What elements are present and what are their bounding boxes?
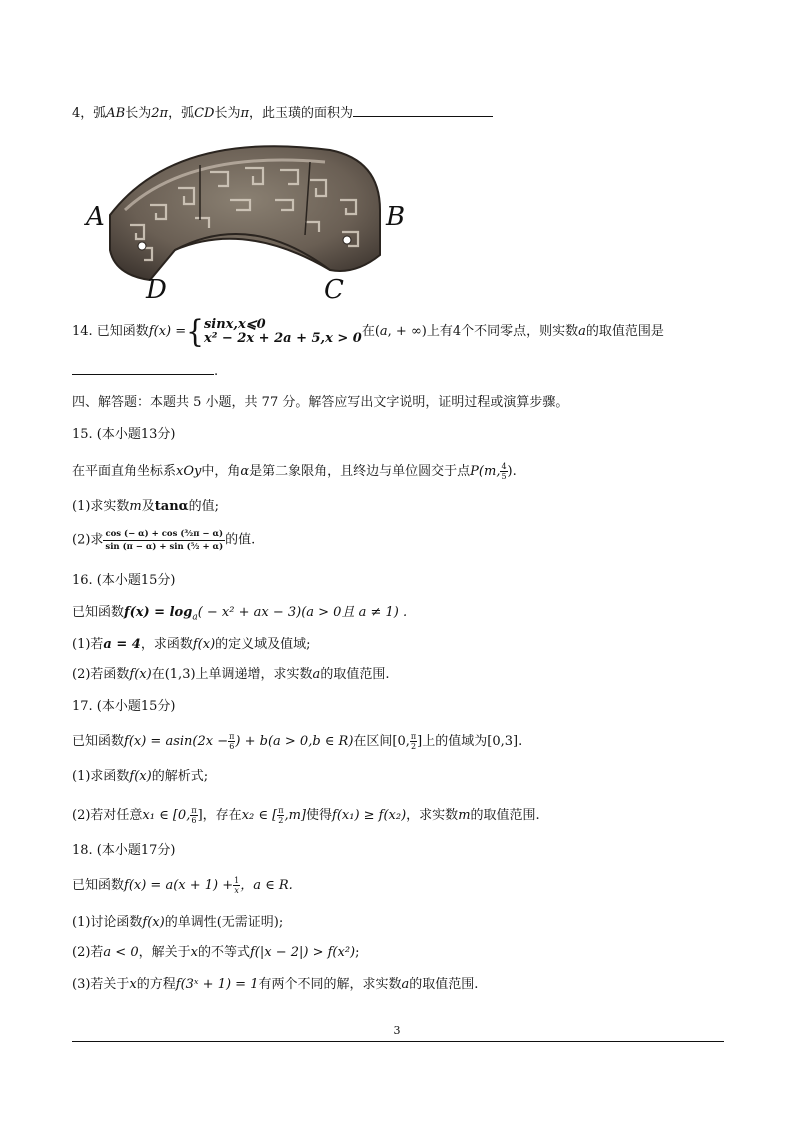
q18-part2 xyxy=(72,944,360,962)
q14-answer-line xyxy=(72,362,218,381)
fraction xyxy=(500,462,507,481)
arc-ab: AB xyxy=(106,106,126,121)
text: , + ∞)上有4个不同零点，则实数 xyxy=(387,324,579,339)
math: f(3ˣ + 1) = 1 xyxy=(175,977,259,992)
text: ，存在 xyxy=(202,808,242,823)
text: 的取值范围是 xyxy=(585,324,664,339)
q15-part2 xyxy=(72,528,255,553)
case-1: sinx,x⩽0 xyxy=(203,317,266,332)
math: a < 0 xyxy=(103,945,139,960)
label-c: C xyxy=(324,275,344,305)
q15-stem xyxy=(72,462,517,481)
text: (2)若 xyxy=(72,945,104,960)
q16-part2 xyxy=(72,666,389,684)
answer-blank[interactable] xyxy=(353,104,493,117)
denominator: x xyxy=(234,886,239,895)
q18-head: 18. (本小题17分) xyxy=(72,843,176,858)
page-number: 3 xyxy=(393,1024,401,1037)
numerator: 1 xyxy=(234,876,240,885)
denominator: 6 xyxy=(191,816,197,825)
text: 的值. xyxy=(225,532,256,548)
label-d: D xyxy=(146,275,167,305)
text: 的方程 xyxy=(136,977,176,992)
text: (1)求函数 xyxy=(72,769,130,784)
math: x xyxy=(129,977,137,992)
q15-part1 xyxy=(72,498,219,516)
math: ] xyxy=(197,808,203,823)
q16-part1 xyxy=(72,636,311,654)
text: . xyxy=(518,734,523,749)
math: xOy xyxy=(176,464,202,479)
text: 在区间 xyxy=(353,734,393,749)
text: 已知函数 xyxy=(72,878,125,893)
text: 的值; xyxy=(188,499,220,514)
math: a xyxy=(379,324,388,339)
numerator: π xyxy=(410,732,417,741)
math: a = 4 xyxy=(103,637,141,652)
q18-stem xyxy=(72,876,293,895)
math: f(x) = log xyxy=(124,605,193,620)
numerator: cos (− α) + cos (³⁄₂π − α) xyxy=(103,528,225,541)
math: f(x₁) ≥ f(x₂) xyxy=(332,808,407,823)
text: ，解关于 xyxy=(138,945,191,960)
piecewise xyxy=(204,318,362,346)
text: (1)求实数 xyxy=(72,499,130,514)
numerator: π xyxy=(278,806,284,815)
jade-pendant-figure xyxy=(80,140,420,310)
math: f(|x − 2|) > f(x²) xyxy=(249,945,356,960)
denominator: 5 xyxy=(501,472,507,481)
math: a xyxy=(312,667,321,682)
text: 有两个不同的解，求实数 xyxy=(258,977,402,992)
math: a xyxy=(578,324,586,339)
q18-part1 xyxy=(72,914,283,932)
text: (2)若函数 xyxy=(72,667,130,682)
q14-stem xyxy=(72,313,664,350)
math: α xyxy=(240,464,250,479)
math: f(x) xyxy=(129,769,152,784)
value: π xyxy=(240,106,250,121)
section-heading: 四、解答题：本题共 5 小题，共 77 分。解答应写出文字说明，证明过程或演算步骤。 xyxy=(72,395,569,410)
text: 的解析式; xyxy=(151,769,209,784)
label-a: A xyxy=(86,202,105,232)
fraction xyxy=(190,806,197,825)
numerator: π xyxy=(191,806,197,815)
math: x₁ ∈ [0, xyxy=(142,808,191,823)
text: 上的值域为 xyxy=(422,734,488,749)
q17-head: 17. (本小题15分) xyxy=(72,699,176,714)
math: f(x) = asin(2x − xyxy=(124,734,229,749)
text: 长为 xyxy=(125,106,152,121)
text: 在( xyxy=(361,324,380,339)
math: ,m] xyxy=(284,808,306,823)
footer-rule xyxy=(72,1041,724,1042)
text: 的取值范围. xyxy=(470,808,540,823)
math: ，a ∈ R. xyxy=(240,878,293,893)
text: 的不等式 xyxy=(197,945,250,960)
math: x xyxy=(190,945,198,960)
text: 长为 xyxy=(214,106,241,121)
math: ( − x² + ax − 3)(a > 0且 a ≠ 1) . xyxy=(197,605,408,620)
q15-head: 15. (本小题13分) xyxy=(72,427,176,442)
math: [0,3] xyxy=(487,734,519,749)
text: 的定义域及值域; xyxy=(215,637,311,652)
label-b: B xyxy=(386,202,406,232)
text: ; xyxy=(355,945,360,960)
text: 在(1,3)上单调递增，求实数 xyxy=(151,667,313,682)
numerator: π xyxy=(229,732,235,741)
arc-cd: CD xyxy=(194,106,215,121)
denominator: 2 xyxy=(410,742,417,751)
text: 在平面直角坐标系 xyxy=(72,464,177,479)
numerator: 4 xyxy=(501,462,507,471)
math: tanα xyxy=(154,499,189,514)
text: ，弧 xyxy=(168,106,195,121)
fraction xyxy=(103,528,225,553)
q16-stem xyxy=(72,604,407,627)
math: f(x) = xyxy=(148,324,187,339)
denominator: 2 xyxy=(278,816,284,825)
text: 已知函数 xyxy=(72,605,125,620)
math: a xyxy=(401,977,410,992)
text: 4，弧 xyxy=(72,106,107,121)
text: ，求函数 xyxy=(140,637,193,652)
q17-stem xyxy=(72,732,522,751)
math: P(m, xyxy=(470,464,501,479)
text: 是第二象限角，且终边与单位圆交于点 xyxy=(249,464,471,479)
answer-blank[interactable] xyxy=(72,362,214,375)
text: 的取值范围. xyxy=(409,977,479,992)
math: ) + b(a > 0,b ∈ R) xyxy=(235,734,354,749)
denominator: sin (π − α) + sin (⁵⁄₂ + α) xyxy=(105,542,224,552)
q13-tail xyxy=(72,104,493,123)
denominator: 6 xyxy=(229,742,235,751)
text: (2)若对任意 xyxy=(72,808,143,823)
text: ，求实数 xyxy=(406,808,459,823)
math: m xyxy=(129,499,142,514)
text: 及 xyxy=(141,499,155,514)
text: 使得 xyxy=(306,808,333,823)
text: 已知函数 xyxy=(72,734,125,749)
text: 的取值范围. xyxy=(320,667,390,682)
question-number: 14. 已知函数 xyxy=(72,324,149,339)
math: f(x) xyxy=(129,667,152,682)
text: . xyxy=(214,364,219,379)
q16-head: 16. (本小题15分) xyxy=(72,573,176,588)
math: x₂ ∈ [ xyxy=(241,808,278,823)
case-2: x² − 2x + 2a + 5,x > 0 xyxy=(203,331,362,346)
value: 2π xyxy=(151,106,169,121)
text: (3)若关于 xyxy=(72,977,130,992)
text: ). xyxy=(507,464,517,479)
text: 中，角 xyxy=(201,464,241,479)
math: [0, xyxy=(392,734,410,749)
text: ，此玉璜的面积为 xyxy=(249,106,354,121)
math: a xyxy=(192,612,198,623)
math: f(x) = a(x + 1) + xyxy=(124,878,234,893)
math: f(x) xyxy=(192,637,216,652)
text: 的单调性(无需证明); xyxy=(164,915,284,930)
math: m xyxy=(458,808,471,823)
text: (1)讨论函数 xyxy=(72,915,143,930)
math: f(x) xyxy=(142,915,165,930)
text: (2)求 xyxy=(72,532,104,548)
text: (1)若 xyxy=(72,637,104,652)
q17-part1 xyxy=(72,768,208,786)
math: ] xyxy=(417,734,423,749)
brace: { xyxy=(186,313,204,350)
q18-part3 xyxy=(72,976,478,994)
q17-part2 xyxy=(72,806,540,825)
